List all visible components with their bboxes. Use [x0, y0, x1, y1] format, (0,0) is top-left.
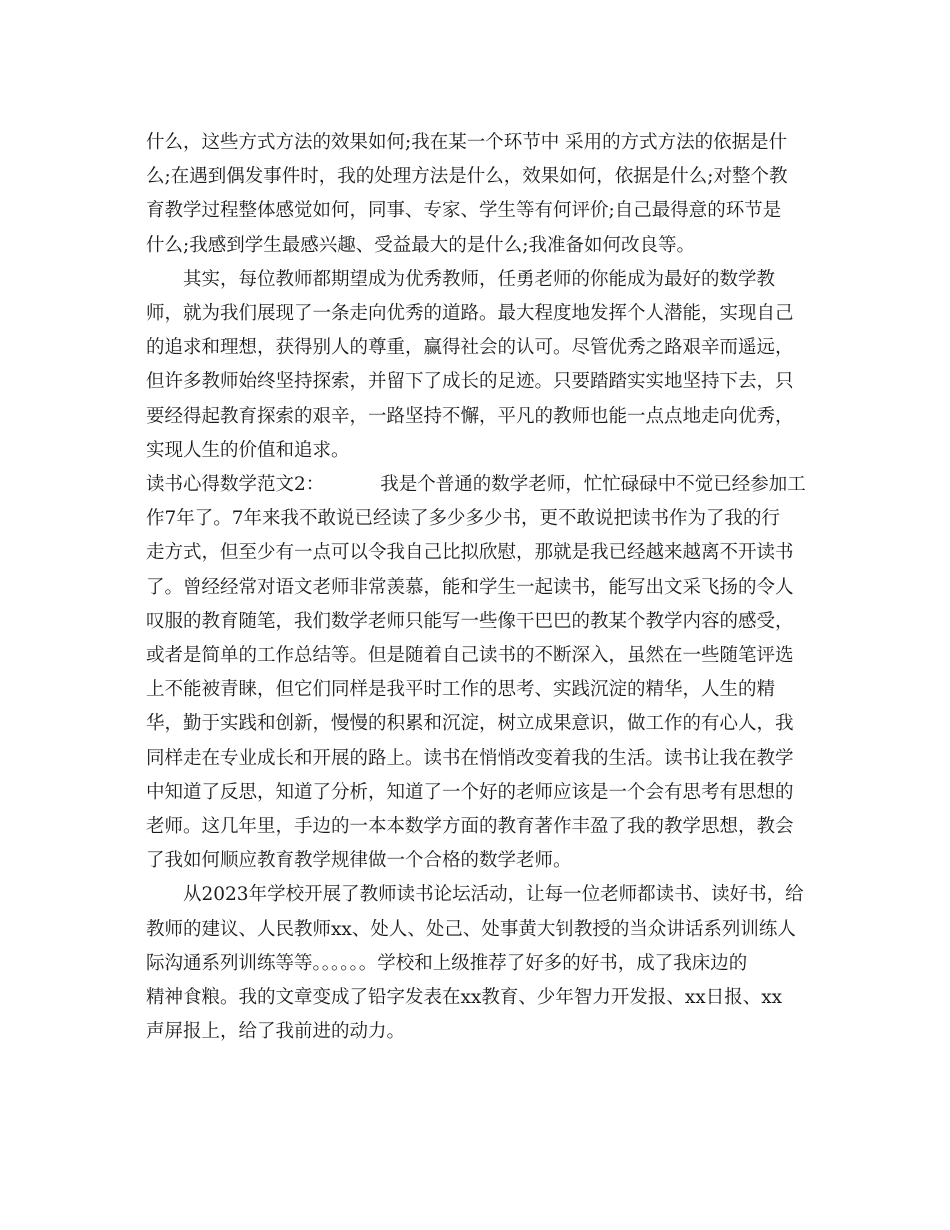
text-line: 师，就为我们展现了一条走向优秀的道路。最大程度地发挥个人潜能，实现自己 [146, 303, 794, 325]
text-line: 教师的建议、人民教师xx、处人、处己、处事黄大钊教授的当众讲话系列训练人 [146, 918, 796, 940]
text-line: 什么;我感到学生最感兴趣、受益最大的是什么;我准备如何改良等。 [146, 234, 695, 256]
text-line: 么;在遇到偶发事件时，我的处理方法是什么，效果如何，依据是什么;对整个教 [146, 166, 788, 188]
text-line: 要经得起教育探索的艰辛，一路坚持不懈，平凡的教师也能一点点地走向优秀， [146, 405, 794, 427]
text-line: 华，勤于实践和创新，慢慢的积累和沉淀，树立成果意识，做工作的有心人，我 [146, 713, 794, 735]
text-line: 老师。这几年里，手边的一本本数学方面的教育著作丰盈了我的教学思想，教会 [146, 816, 794, 838]
text-line: 叹服的教育随笔，我们数学老师只能写一些像干巴巴的教某个教学内容的感受， [146, 610, 794, 632]
text-line: 中知道了反思，知道了分析，知道了一个好的老师应该是一个会有思考有思想的 [146, 781, 794, 803]
document-body [146, 126, 808, 1049]
text-line: 同样走在专业成长和开展的路上。读书在悄悄改变着我的生活。读书让我在教学 [146, 747, 794, 769]
text-line: 声屏报上，给了我前进的动力。 [146, 1021, 406, 1043]
section-heading-line [146, 468, 808, 502]
text-line: 走方式，但至少有一点可以令我自己比拟欣慰，那就是我已经越来越离不开读书 [146, 542, 794, 564]
text-line: 实现人生的价值和追求。 [146, 439, 350, 461]
text-line: 的追求和理想，获得别人的尊重，赢得社会的认可。尽管优秀之路艰辛而遥远， [146, 337, 794, 359]
text-line: 了我如何顺应教育教学规律做一个合格的数学老师。 [146, 850, 572, 872]
paragraph-1 [146, 126, 808, 263]
text-line: 什么，这些方式方法的效果如何;我在某一个环节中 采用的方式方法的依据是什 [146, 132, 788, 153]
paragraph-2 [146, 263, 808, 468]
text-line: 我是个普通的数学老师，忙忙碌碌中不觉已经参加工 [380, 474, 806, 496]
text-line: 作7年了。7年来我不敢说已经读了多少多少书，更不敢说把读书作为了我的行 [146, 508, 781, 530]
text-line: 育教学过程整体感觉如何，同事、专家、学生等有何评价;自己最得意的环节是 [146, 200, 782, 222]
paragraph-4 [146, 878, 808, 1049]
text-line: 了。曾经经常对语文老师非常羡慕，能和学生一起读书，能写出文采飞扬的令人 [146, 576, 794, 598]
paragraph-3 [146, 468, 808, 878]
section-heading: 读书心得数学范文2： [146, 474, 325, 496]
text-line: 但许多教师始终坚持探索，并留下了成长的足迹。只要踏踏实实地坚持下去，只 [146, 371, 794, 393]
text-line: 精神食粮。我的文章变成了铅字发表在xx教育、少年智力开发报、xx日报、xx [146, 987, 783, 1009]
text-line: 际沟通系列训练等等。。。。。。学校和上级推荐了好多的好书，成了我床边的 [146, 952, 748, 974]
text-line: 其实，每位教师都期望成为优秀教师，任勇老师的你能成为最好的数学教 [183, 268, 776, 290]
text-line: 上不能被青睐，但它们同样是我平时工作的思考、实践沉淀的精华，人生的精 [146, 679, 776, 701]
text-line: 或者是简单的工作总结等。但是随着自己读书的不断深入，虽然在一些随笔评选 [146, 645, 794, 667]
text-line: 从2023年学校开展了教师读书论坛活动，让每一位老师都读书、读好书，给 [183, 884, 804, 906]
